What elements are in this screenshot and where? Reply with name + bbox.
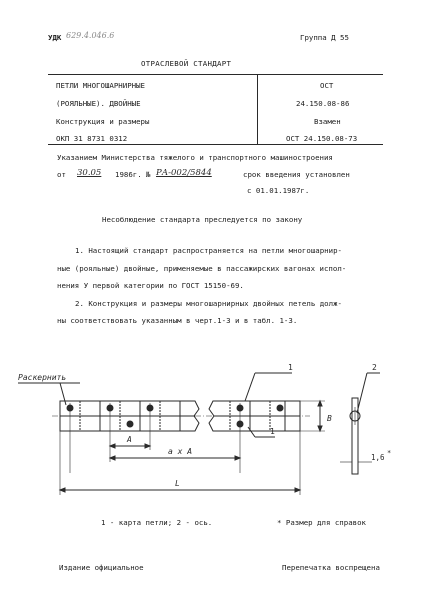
callout-2: 2 bbox=[372, 363, 377, 372]
paragraph-1-line1: 1. Настоящий стандарт распространяется на петли многошарнир- bbox=[75, 246, 342, 255]
standard-type: ОТРАСЛЕВОЙ СТАНДАРТ bbox=[141, 59, 232, 68]
ost-label: ОСТ bbox=[320, 81, 334, 90]
decree-date: 30.05 bbox=[77, 168, 102, 178]
callout-1: 1 bbox=[288, 363, 293, 372]
udk-label: УДК bbox=[48, 33, 62, 42]
dim-a: A bbox=[127, 435, 132, 444]
legend-parts: 1 - карта петли; 2 - ось. bbox=[101, 518, 213, 527]
replaces-label: Взамен bbox=[314, 117, 341, 126]
dim-thickness-star: * bbox=[387, 449, 392, 457]
title-block-bottom-rule bbox=[48, 144, 383, 145]
dim-b: B bbox=[327, 414, 332, 423]
group-label: Группа Д 55 bbox=[300, 33, 349, 42]
decree-number: РА-002/5844 bbox=[156, 168, 212, 178]
paragraph-1-line3: нения У первой категории по ГОСТ 15150-69. bbox=[57, 281, 244, 290]
decree-effective: срок введения установлен bbox=[243, 170, 350, 179]
udk-handwritten: 629.4.046.6 bbox=[66, 31, 115, 40]
title-block-top-rule bbox=[48, 74, 383, 75]
dim-l: L bbox=[175, 479, 180, 488]
dim-thickness: 1,6 bbox=[371, 453, 385, 462]
decree-effective-date: с 01.01.1987г. bbox=[247, 186, 310, 195]
title-block-divider bbox=[257, 74, 258, 144]
title-line2: (РОЯЛЬНЫЕ). ДВОЙНЫЕ bbox=[56, 99, 141, 108]
official-edition: Издание официальное bbox=[59, 563, 144, 572]
decree-year: 1986г. bbox=[115, 170, 142, 179]
prosecution-notice: Несоблюдение стандарта преследуется по закону bbox=[102, 215, 303, 224]
decree-from: от bbox=[57, 170, 66, 179]
decree-line1: Указанием Министерства тяжелого и транспортного машиностроения bbox=[57, 153, 333, 162]
callout-1b: 1 bbox=[270, 427, 275, 436]
hinge-drawing bbox=[0, 355, 424, 515]
title-line3: Конструкция и размеры bbox=[56, 117, 150, 126]
dim-a-times-a: a x A bbox=[168, 447, 193, 456]
reprint-forbidden: Перепечатка воспрещена bbox=[282, 563, 380, 572]
paragraph-1-line2: ные (рояльные) двойные, применяемые в пассажирских вагонах испол- bbox=[57, 264, 347, 273]
paragraph-2-line1: 2. Конструкция и размеры многошарнирных двойных петель долж- bbox=[75, 299, 342, 308]
ost-number: 24.150.08-86 bbox=[296, 99, 350, 108]
replaces-number: ОСТ 24.150.08-73 bbox=[286, 134, 358, 143]
title-line1: ПЕТЛИ МНОГОШАРНИРНЫЕ bbox=[56, 81, 145, 90]
countersink-label: Раскернить bbox=[18, 373, 67, 382]
decree-number-label: № bbox=[146, 170, 151, 179]
paragraph-2-line2: ны соответствовать указанным в черт.1-3 и в табл. 1-3. bbox=[57, 316, 298, 325]
legend-reference-note: * Размер для справок bbox=[277, 518, 366, 527]
okp-code: ОКП 31 8731 0312 bbox=[56, 134, 128, 143]
